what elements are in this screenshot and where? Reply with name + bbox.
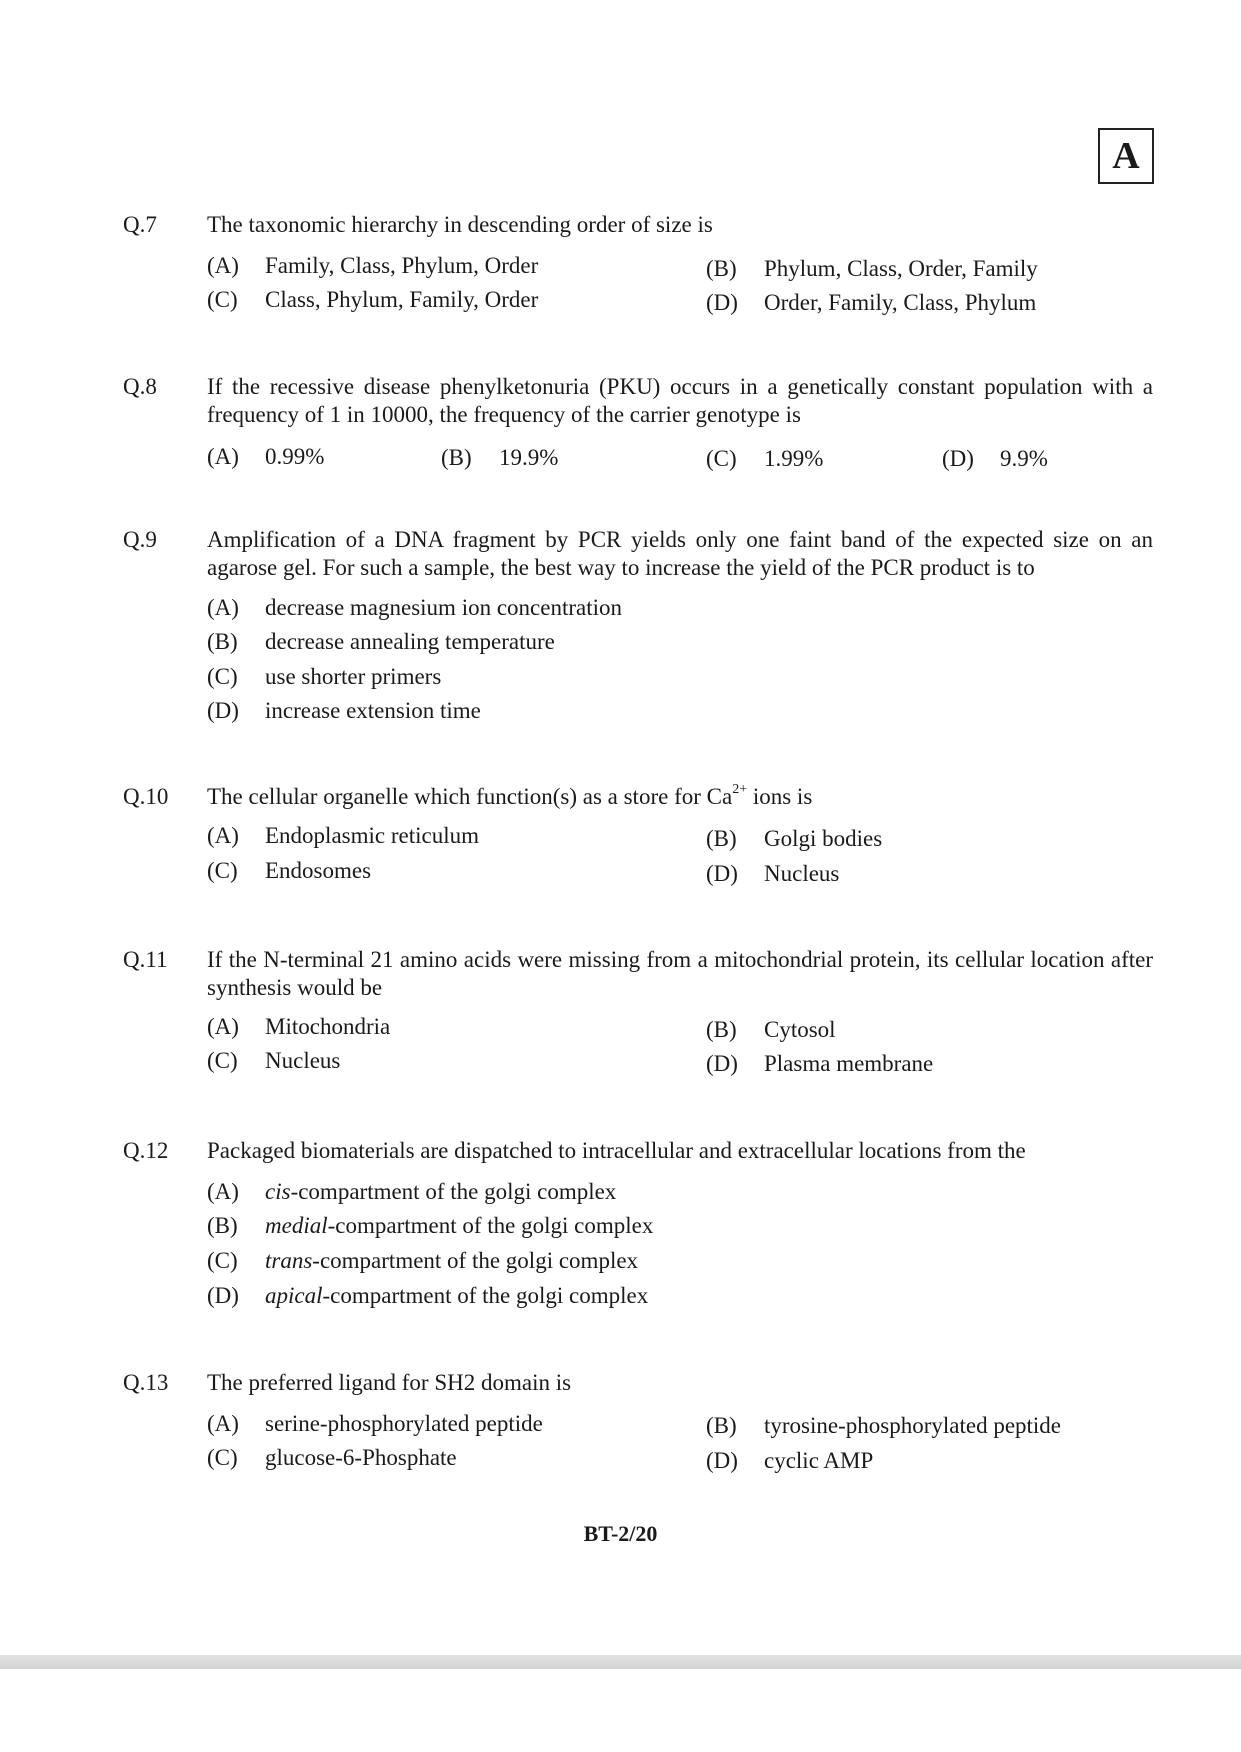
question-number: Q.11 — [123, 947, 168, 972]
option-a: (A) Mitochondria — [207, 1014, 391, 1039]
option-b: (B) medial-compartment of the golgi complex — [207, 1213, 654, 1238]
option-a: (A) Endoplasmic reticulum — [207, 823, 479, 848]
option-a: (A) serine-phosphorylated peptide — [207, 1411, 543, 1436]
option-c: (C) trans-compartment of the golgi complex — [207, 1248, 639, 1273]
question-text: If the N-terminal 21 amino acids were missing from a mitochondrial protein, its cellular location after synthesis would be — [207, 947, 1153, 1000]
option-d: (D) cyclic AMP — [706, 1448, 874, 1473]
option-d: (D) Plasma membrane — [706, 1051, 934, 1076]
question-text: Packaged biomaterials are dispatched to intracellular and extracellular locations from the — [207, 1138, 1026, 1163]
scan-edge-strip — [0, 1655, 1241, 1669]
option-b: (B) Cytosol — [706, 1017, 836, 1042]
option-c: (C) Endosomes — [207, 858, 372, 883]
question-number: Q.12 — [123, 1138, 169, 1163]
question-text: The cellular organelle which function(s) as a store for $Ca^{2+}$ ions is — [207, 782, 813, 809]
option-a: (A) Family, Class, Phylum, Order — [207, 253, 539, 278]
option-d: (D) 9.9% — [942, 446, 1048, 471]
option-b: (B) Phylum, Class, Order, Family — [706, 256, 1038, 281]
question-text: The preferred ligand for SH2 domain is — [207, 1370, 572, 1395]
option-b: (B) Golgi bodies — [706, 826, 883, 851]
question-number: Q.8 — [123, 374, 157, 399]
set-code-box: A — [1098, 128, 1154, 184]
option-c: (C) Nucleus — [207, 1048, 341, 1073]
option-c: (C) 1.99% — [706, 446, 824, 471]
page-footer: BT-2/20 — [583, 1521, 658, 1546]
question-text: If the recessive disease phenylketonuria (PKU) occurs in a genetically constant population with a frequency of 1 in 10000, the frequency of the carrier genotype is — [207, 374, 1153, 427]
option-d: (D) Order, Family, Class, Phylum — [706, 290, 1037, 315]
option-d: (D) apical-compartment of the golgi complex — [207, 1283, 649, 1308]
question-number: Q.10 — [123, 784, 169, 809]
option-c: (C) use shorter primers — [207, 664, 442, 689]
option-c: (C) Class, Phylum, Family, Order — [207, 287, 539, 312]
option-c: (C) glucose-6-Phosphate — [207, 1445, 457, 1470]
option-b: (B) 19.9% — [441, 445, 559, 470]
option-b: (B) decrease annealing temperature — [207, 629, 555, 654]
option-a: (A) 0.99% — [207, 444, 325, 469]
option-d: (D) increase extension time — [207, 698, 481, 723]
option-a: (A) cis-compartment of the golgi complex — [207, 1179, 617, 1204]
option-d: (D) Nucleus — [706, 861, 840, 886]
question-text: Amplification of a DNA fragment by PCR yields only one faint band of the expected size on an agarose gel. For such a sample, the best way to increase the yield of the PCR product is to — [207, 527, 1153, 580]
option-a: (A) decrease magnesium ion concentration — [207, 595, 622, 620]
question-number: Q.7 — [123, 212, 157, 237]
question-text: The taxonomic hierarchy in descending order of size is — [207, 212, 713, 237]
question-number: Q.9 — [123, 527, 157, 552]
question-number: Q.13 — [123, 1370, 169, 1395]
option-b: (B) tyrosine-phosphorylated peptide — [706, 1413, 1062, 1438]
